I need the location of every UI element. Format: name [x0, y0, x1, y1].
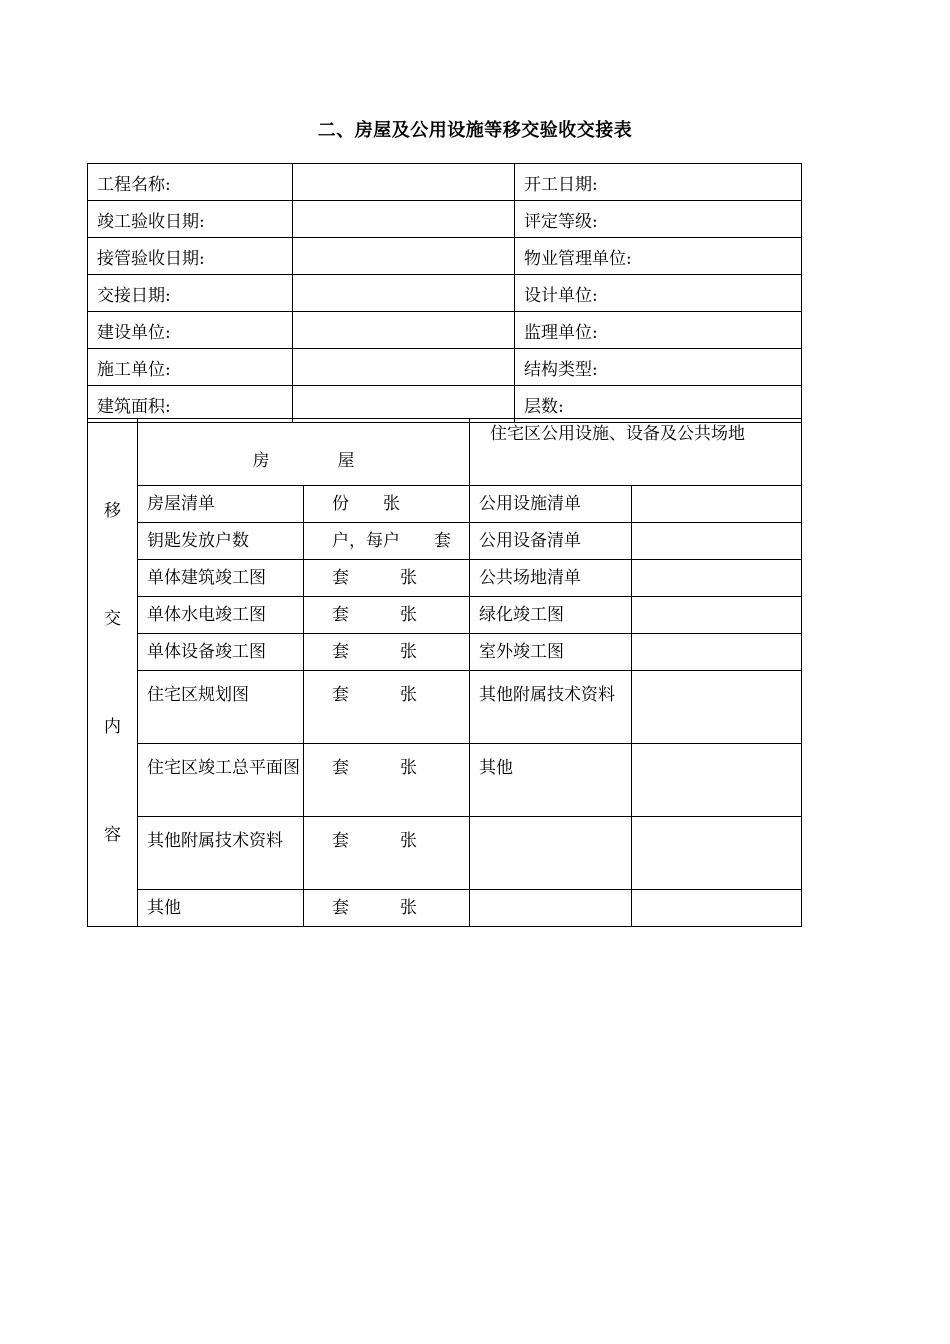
handover-row — [88, 744, 802, 817]
item-name: 其他 — [138, 890, 304, 927]
handover-row — [88, 486, 802, 523]
info-left-value[interactable] — [293, 238, 515, 275]
info-row — [88, 312, 802, 349]
info-row — [88, 349, 802, 386]
public-item-name: 其他 — [470, 744, 632, 817]
handover-row — [88, 560, 802, 597]
vertical-char: 交 — [104, 608, 121, 629]
info-left-value[interactable] — [293, 275, 515, 312]
handover-row — [88, 890, 802, 927]
public-item-value[interactable] — [632, 486, 802, 523]
info-left-label: 接管验收日期: — [88, 238, 293, 275]
info-left-value[interactable] — [293, 386, 515, 423]
public-item-name: 其他附属技术资料 — [470, 671, 632, 744]
item-quantity: 套 张 — [304, 817, 470, 890]
public-item-name — [470, 890, 632, 927]
info-left-label: 竣工验收日期: — [88, 201, 293, 238]
item-quantity: 户，每户 套 — [304, 523, 470, 560]
public-facilities-header: 住宅区公用设施、设备及公共场地 — [470, 419, 802, 486]
info-left-label: 建筑面积: — [88, 386, 293, 423]
item-quantity: 份 张 — [304, 486, 470, 523]
item-quantity: 套 张 — [304, 597, 470, 634]
info-row — [88, 275, 802, 312]
item-quantity: 套 张 — [304, 671, 470, 744]
public-item-value[interactable] — [632, 634, 802, 671]
info-right-label: 评定等级: — [515, 201, 802, 238]
item-name: 住宅区规划图 — [138, 671, 304, 744]
info-right-label: 开工日期: — [515, 164, 802, 201]
info-right-label: 结构类型: — [515, 349, 802, 386]
public-item-value[interactable] — [632, 597, 802, 634]
item-name: 单体建筑竣工图 — [138, 560, 304, 597]
public-item-name: 公用设施清单 — [470, 486, 632, 523]
handover-row — [88, 597, 802, 634]
public-item-name: 室外竣工图 — [470, 634, 632, 671]
info-left-label: 交接日期: — [88, 275, 293, 312]
public-item-value[interactable] — [632, 560, 802, 597]
handover-content-table — [87, 418, 802, 927]
info-right-label: 层数: — [515, 386, 802, 423]
info-row — [88, 201, 802, 238]
house-header: 房 屋 — [138, 419, 470, 486]
info-left-value[interactable] — [293, 164, 515, 201]
vertical-char: 容 — [104, 824, 121, 845]
item-name: 房屋清单 — [138, 486, 304, 523]
page-title: 二、房屋及公用设施等移交验收交接表 — [317, 120, 633, 141]
info-left-value[interactable] — [293, 312, 515, 349]
project-info-table — [87, 163, 802, 423]
public-item-value[interactable] — [632, 817, 802, 890]
info-row — [88, 164, 802, 201]
info-left-value[interactable] — [293, 349, 515, 386]
public-item-name: 公用设备清单 — [470, 523, 632, 560]
info-left-label: 工程名称: — [88, 164, 293, 201]
item-name: 单体水电竣工图 — [138, 597, 304, 634]
item-name: 住宅区竣工总平面图 — [138, 744, 304, 817]
item-quantity: 套 张 — [304, 744, 470, 817]
info-right-label: 设计单位: — [515, 275, 802, 312]
handover-row — [88, 671, 802, 744]
info-right-label: 监理单位: — [515, 312, 802, 349]
vertical-char: 内 — [104, 716, 121, 737]
vertical-char: 移 — [104, 500, 121, 521]
info-left-value[interactable] — [293, 201, 515, 238]
info-row — [88, 386, 802, 423]
item-name: 其他附属技术资料 — [138, 817, 304, 890]
handover-row — [88, 523, 802, 560]
handover-header-row — [88, 419, 802, 486]
public-item-value[interactable] — [632, 523, 802, 560]
info-left-label: 施工单位: — [88, 349, 293, 386]
public-item-value[interactable] — [632, 744, 802, 817]
handover-vertical-label — [88, 419, 138, 927]
public-item-value[interactable] — [632, 890, 802, 927]
handover-row — [88, 817, 802, 890]
item-quantity: 套 张 — [304, 634, 470, 671]
info-row — [88, 238, 802, 275]
public-item-name: 公共场地清单 — [470, 560, 632, 597]
item-name: 钥匙发放户数 — [138, 523, 304, 560]
item-name: 单体设备竣工图 — [138, 634, 304, 671]
handover-row — [88, 634, 802, 671]
item-quantity: 套 张 — [304, 890, 470, 927]
public-item-value[interactable] — [632, 671, 802, 744]
item-quantity: 套 张 — [304, 560, 470, 597]
public-item-name: 绿化竣工图 — [470, 597, 632, 634]
info-right-label: 物业管理单位: — [515, 238, 802, 275]
public-item-name — [470, 817, 632, 890]
info-left-label: 建设单位: — [88, 312, 293, 349]
